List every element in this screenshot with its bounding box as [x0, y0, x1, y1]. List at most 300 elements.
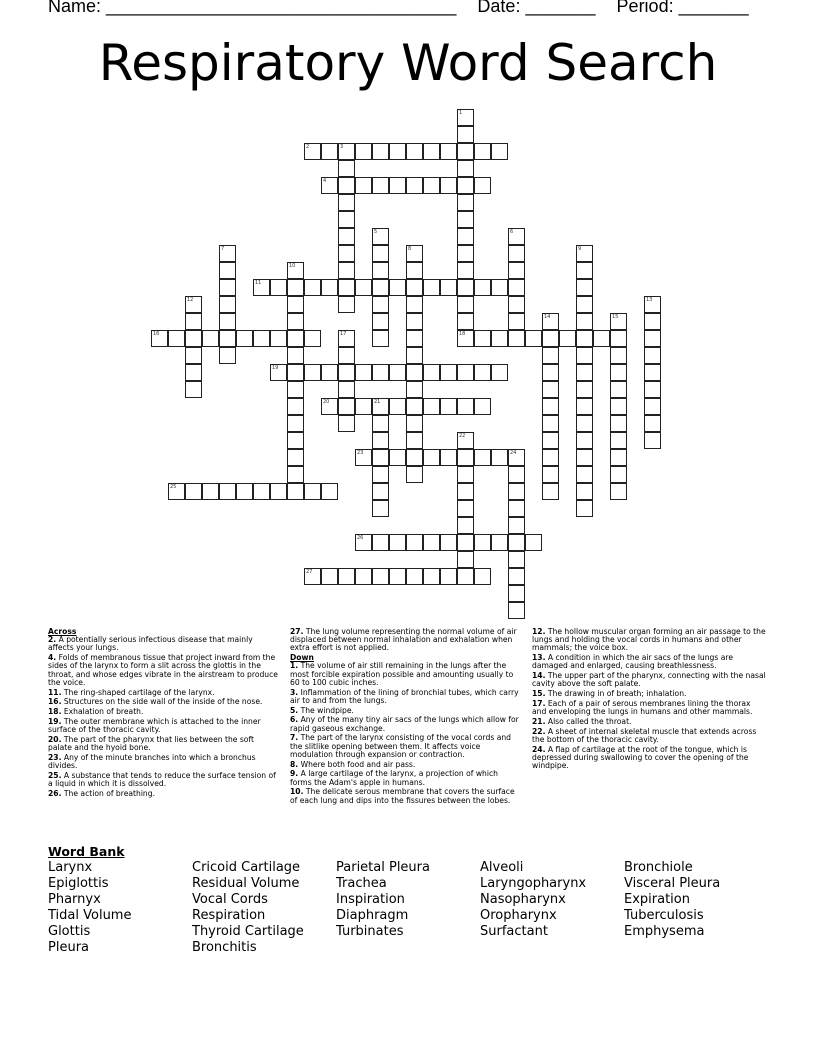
crossword-cell[interactable] — [389, 364, 406, 381]
clue-text: The ring-shaped cartilage of the larynx. — [63, 687, 215, 697]
crossword-cell[interactable] — [440, 449, 457, 466]
crossword-cell[interactable] — [423, 143, 440, 160]
crossword-cell[interactable] — [338, 347, 355, 364]
crossword-cell[interactable] — [389, 568, 406, 585]
crossword-cell[interactable] — [508, 262, 525, 279]
crossword-cell[interactable] — [372, 483, 389, 500]
crossword-cell[interactable] — [508, 279, 525, 296]
crossword-cell[interactable] — [287, 449, 304, 466]
crossword-cell[interactable] — [542, 432, 559, 449]
word-bank-item: Visceral Pleura — [624, 876, 721, 891]
crossword-cell[interactable] — [457, 313, 474, 330]
crossword-cell[interactable] — [457, 143, 474, 160]
crossword-cell[interactable] — [355, 177, 372, 194]
crossword-cell[interactable] — [355, 568, 372, 585]
crossword-cell[interactable] — [474, 143, 491, 160]
crossword-cell[interactable] — [406, 398, 423, 415]
crossword-cell[interactable] — [542, 347, 559, 364]
crossword-cell[interactable] — [576, 466, 593, 483]
crossword-cell[interactable] — [304, 143, 321, 160]
word-bank-item: Parietal Pleura — [336, 860, 430, 875]
clue-number: 26 — [357, 535, 364, 541]
crossword-cell[interactable] — [338, 143, 355, 160]
crossword-cell[interactable] — [610, 432, 627, 449]
crossword-cell[interactable] — [168, 330, 185, 347]
crossword-cell[interactable] — [474, 398, 491, 415]
crossword-cell[interactable] — [389, 177, 406, 194]
crossword-cell[interactable] — [372, 177, 389, 194]
crossword-cell[interactable] — [423, 534, 440, 551]
crossword-cell[interactable] — [457, 466, 474, 483]
crossword-cell[interactable] — [406, 449, 423, 466]
crossword-cell[interactable] — [542, 330, 559, 347]
crossword-cell[interactable] — [576, 279, 593, 296]
crossword-cell[interactable] — [406, 313, 423, 330]
crossword-cell[interactable] — [508, 466, 525, 483]
crossword-cell[interactable] — [287, 262, 304, 279]
crossword-cell[interactable] — [168, 483, 185, 500]
crossword-cell[interactable] — [508, 602, 525, 619]
crossword-cell[interactable] — [610, 483, 627, 500]
crossword-cell[interactable] — [219, 245, 236, 262]
crossword-cell[interactable] — [644, 347, 661, 364]
clue-number-label: 23. — [48, 753, 62, 762]
crossword-cell[interactable] — [270, 279, 287, 296]
crossword-cell[interactable] — [457, 279, 474, 296]
crossword-cell[interactable] — [491, 279, 508, 296]
crossword-cell[interactable] — [542, 449, 559, 466]
crossword-cell[interactable] — [474, 279, 491, 296]
crossword-cell[interactable] — [321, 279, 338, 296]
crossword-cell[interactable] — [610, 381, 627, 398]
crossword-cell[interactable] — [508, 245, 525, 262]
crossword-cell[interactable] — [457, 228, 474, 245]
crossword-cell[interactable] — [338, 279, 355, 296]
crossword-cell[interactable] — [576, 262, 593, 279]
crossword-cell[interactable] — [219, 330, 236, 347]
crossword-cell[interactable] — [304, 364, 321, 381]
clue-number-label: 15. — [532, 689, 546, 699]
crossword-cell[interactable] — [508, 585, 525, 602]
crossword-cell[interactable] — [423, 568, 440, 585]
crossword-cell[interactable] — [542, 398, 559, 415]
crossword-cell[interactable] — [491, 534, 508, 551]
clue-item — [48, 708, 278, 716]
crossword-cell[interactable] — [423, 449, 440, 466]
crossword-cell[interactable] — [185, 381, 202, 398]
crossword-cell[interactable] — [202, 330, 219, 347]
crossword-cell[interactable] — [185, 296, 202, 313]
crossword-cell[interactable] — [474, 449, 491, 466]
clue-number-label: 4. — [48, 653, 57, 663]
crossword-cell[interactable] — [644, 432, 661, 449]
crossword-cell[interactable] — [406, 279, 423, 296]
crossword-cell[interactable] — [185, 483, 202, 500]
crossword-cell[interactable] — [321, 483, 338, 500]
crossword-cell[interactable] — [457, 330, 474, 347]
crossword-cell[interactable] — [542, 313, 559, 330]
crossword-cell[interactable] — [372, 330, 389, 347]
crossword-cell[interactable] — [576, 347, 593, 364]
crossword-cell[interactable] — [321, 568, 338, 585]
crossword-cell[interactable] — [406, 432, 423, 449]
crossword-cell[interactable] — [457, 160, 474, 177]
crossword-cell[interactable] — [338, 381, 355, 398]
crossword-cell[interactable] — [508, 517, 525, 534]
crossword-cell[interactable] — [287, 483, 304, 500]
clue-number: 27 — [306, 569, 313, 575]
crossword-cell[interactable] — [474, 177, 491, 194]
crossword-cell[interactable] — [474, 534, 491, 551]
clue-number: 16 — [153, 331, 160, 337]
crossword-cell[interactable] — [525, 330, 542, 347]
crossword-cell[interactable] — [185, 313, 202, 330]
crossword-cell[interactable] — [457, 398, 474, 415]
crossword-cell[interactable] — [457, 483, 474, 500]
crossword-cell[interactable] — [457, 109, 474, 126]
crossword-cell[interactable] — [576, 398, 593, 415]
crossword-cell[interactable] — [372, 364, 389, 381]
crossword-cell[interactable] — [287, 313, 304, 330]
crossword-cell[interactable] — [491, 449, 508, 466]
period-field[interactable]: Period: _______ — [616, 0, 749, 16]
crossword-cell[interactable] — [287, 415, 304, 432]
crossword-cell[interactable] — [287, 347, 304, 364]
clue-number: 22 — [459, 433, 466, 439]
crossword-cell[interactable] — [474, 330, 491, 347]
crossword-cell[interactable] — [338, 568, 355, 585]
clue-item — [532, 654, 766, 670]
crossword-cell[interactable] — [338, 245, 355, 262]
crossword-cell[interactable] — [576, 415, 593, 432]
crossword-cell[interactable] — [389, 534, 406, 551]
crossword-cell[interactable] — [372, 279, 389, 296]
crossword-cell[interactable] — [219, 313, 236, 330]
crossword-cell[interactable] — [593, 330, 610, 347]
clue-text: Where both food and air pass. — [300, 759, 416, 769]
crossword-cell[interactable] — [185, 330, 202, 347]
crossword-cell[interactable] — [253, 330, 270, 347]
crossword-cell[interactable] — [457, 177, 474, 194]
clue-text: The drawing in of breath; inhalation. — [547, 689, 687, 699]
crossword-cell[interactable] — [338, 262, 355, 279]
crossword-cell[interactable] — [440, 364, 457, 381]
crossword-cell[interactable] — [304, 568, 321, 585]
clue-item — [48, 698, 278, 706]
crossword-cell[interactable] — [185, 347, 202, 364]
crossword-cell[interactable] — [457, 534, 474, 551]
clue-text: The upper part of the pharynx, connecting with the nasal cavity above the soft palate. — [532, 671, 766, 689]
crossword-cell[interactable] — [491, 364, 508, 381]
crossword-cell[interactable] — [270, 364, 287, 381]
clue-text: A potentially serious infectious disease that mainly affects your lungs. — [48, 635, 253, 653]
crossword-cell[interactable] — [287, 432, 304, 449]
crossword-cell[interactable] — [372, 262, 389, 279]
crossword-cell[interactable] — [287, 466, 304, 483]
word-bank-item: Pharnyx — [48, 892, 101, 907]
crossword-cell[interactable] — [610, 347, 627, 364]
clue-number: 10 — [289, 263, 296, 269]
crossword-cell[interactable] — [389, 143, 406, 160]
crossword-cell[interactable] — [406, 296, 423, 313]
crossword-cell[interactable] — [219, 296, 236, 313]
crossword-cell[interactable] — [508, 449, 525, 466]
crossword-cell[interactable] — [338, 160, 355, 177]
crossword-cell[interactable] — [474, 364, 491, 381]
clue-text: The part of the larynx consisting of the vocal cords and the slitlike opening between them. It affects voice modulation through expansion or contraction. — [290, 733, 512, 759]
clue-number: 11 — [255, 280, 262, 286]
crossword-cell[interactable] — [321, 143, 338, 160]
crossword-cell[interactable] — [576, 500, 593, 517]
crossword-cell[interactable] — [338, 296, 355, 313]
crossword-cell[interactable] — [457, 245, 474, 262]
crossword-cell[interactable] — [338, 364, 355, 381]
name-field[interactable]: Name: ___________________________________ — [48, 0, 457, 16]
crossword-cell[interactable] — [355, 143, 372, 160]
clue-number-label: 10. — [290, 787, 304, 797]
crossword-cell[interactable] — [219, 262, 236, 279]
clue-text: The volume of air still remaining in the lungs after the most forcible expiration possible and amounting usually to 60 to 100 cubic inches. — [290, 661, 514, 687]
clue-number-label: 25. — [48, 771, 62, 780]
crossword-cell[interactable] — [491, 143, 508, 160]
crossword-cell[interactable] — [287, 364, 304, 381]
crossword-cell[interactable] — [457, 296, 474, 313]
crossword-cell[interactable] — [610, 466, 627, 483]
crossword-cell[interactable] — [559, 330, 576, 347]
crossword-cell[interactable] — [508, 551, 525, 568]
clue-number: 12 — [187, 297, 194, 303]
crossword-cell[interactable] — [406, 177, 423, 194]
crossword-cell[interactable] — [270, 330, 287, 347]
crossword-cell[interactable] — [372, 245, 389, 262]
crossword-cell[interactable] — [576, 313, 593, 330]
crossword-cell[interactable] — [440, 279, 457, 296]
crossword-cell[interactable] — [542, 415, 559, 432]
crossword-cell[interactable] — [372, 398, 389, 415]
crossword-cell[interactable] — [644, 381, 661, 398]
crossword-cell[interactable] — [151, 330, 168, 347]
crossword-cell[interactable] — [457, 211, 474, 228]
crossword-cell[interactable] — [338, 398, 355, 415]
clue-item — [290, 662, 522, 687]
crossword-cell[interactable] — [542, 364, 559, 381]
crossword-cell[interactable] — [389, 398, 406, 415]
crossword-cell[interactable] — [406, 245, 423, 262]
crossword-cell[interactable] — [338, 415, 355, 432]
crossword-cell[interactable] — [219, 347, 236, 364]
crossword-cell[interactable] — [372, 449, 389, 466]
word-bank-item: Turbinates — [336, 924, 404, 939]
crossword-cell[interactable] — [338, 211, 355, 228]
clue-number: 25 — [170, 484, 177, 490]
clue-item — [48, 718, 278, 734]
clue-text: Also called the throat. — [547, 717, 632, 726]
clue-number: 3 — [340, 144, 344, 150]
crossword-cell[interactable] — [457, 194, 474, 211]
crossword-cell[interactable] — [304, 483, 321, 500]
clue-text: The outer membrane which is attached to the inner surface of the thoracic cavity. — [48, 717, 261, 735]
crossword-cell[interactable] — [457, 432, 474, 449]
crossword-cell[interactable] — [219, 279, 236, 296]
crossword-cell[interactable] — [406, 347, 423, 364]
across-heading: Across — [48, 627, 77, 636]
clue-item — [48, 790, 278, 798]
crossword-cell[interactable] — [355, 279, 372, 296]
crossword-cell[interactable] — [457, 500, 474, 517]
crossword-cell[interactable] — [253, 279, 270, 296]
crossword-cell[interactable] — [576, 483, 593, 500]
crossword-cell[interactable] — [304, 330, 321, 347]
crossword-cell[interactable] — [372, 415, 389, 432]
crossword-cell[interactable] — [423, 398, 440, 415]
clue-number: 8 — [408, 246, 412, 252]
crossword-cell[interactable] — [508, 313, 525, 330]
crossword-cell[interactable] — [185, 364, 202, 381]
crossword-cell[interactable] — [321, 398, 338, 415]
crossword-cell[interactable] — [576, 364, 593, 381]
crossword-cell[interactable] — [576, 296, 593, 313]
crossword-cell[interactable] — [321, 177, 338, 194]
crossword-cell[interactable] — [406, 381, 423, 398]
crossword-cell[interactable] — [440, 534, 457, 551]
crossword-cell[interactable] — [508, 330, 525, 347]
crossword-cell[interactable] — [219, 483, 236, 500]
crossword-cell[interactable] — [321, 364, 338, 381]
crossword-cell[interactable] — [253, 483, 270, 500]
crossword-cell[interactable] — [236, 483, 253, 500]
clue-text: A large cartilage of the larynx, a projection of which forms the Adam's apple in humans. — [290, 769, 498, 787]
crossword-cell[interactable] — [474, 568, 491, 585]
crossword-cell[interactable] — [372, 228, 389, 245]
crossword-cell[interactable] — [389, 279, 406, 296]
crossword-cell[interactable] — [457, 126, 474, 143]
crossword-cell[interactable] — [202, 483, 219, 500]
date-field[interactable]: Date: _______ — [477, 0, 596, 16]
crossword-cell[interactable] — [338, 194, 355, 211]
clue-number-label: 16. — [48, 697, 62, 707]
crossword-cell[interactable] — [355, 364, 372, 381]
clue-number-label: 19. — [48, 717, 62, 726]
crossword-cell[interactable] — [542, 483, 559, 500]
crossword-cell[interactable] — [406, 415, 423, 432]
crossword-cell[interactable] — [610, 364, 627, 381]
crossword-cell[interactable] — [542, 381, 559, 398]
crossword-cell[interactable] — [287, 279, 304, 296]
crossword-cell[interactable] — [406, 143, 423, 160]
crossword-cell[interactable] — [372, 500, 389, 517]
crossword-cell[interactable] — [372, 313, 389, 330]
crossword-cell[interactable] — [576, 432, 593, 449]
clues-column-1 — [48, 628, 278, 800]
crossword-cell[interactable] — [610, 313, 627, 330]
crossword-cell[interactable] — [372, 568, 389, 585]
crossword-cell[interactable] — [372, 143, 389, 160]
crossword-cell[interactable] — [576, 245, 593, 262]
crossword-cell[interactable] — [338, 177, 355, 194]
crossword-cell[interactable] — [236, 330, 253, 347]
crossword-cell[interactable] — [542, 466, 559, 483]
crossword-cell[interactable] — [644, 415, 661, 432]
crossword-cell[interactable] — [457, 364, 474, 381]
crossword-cell[interactable] — [508, 568, 525, 585]
crossword-cell[interactable] — [287, 330, 304, 347]
crossword-cell[interactable] — [372, 296, 389, 313]
crossword-cell[interactable] — [287, 296, 304, 313]
clue-item — [290, 734, 522, 759]
crossword-cell[interactable] — [406, 262, 423, 279]
crossword-cell[interactable] — [644, 296, 661, 313]
crossword-cell[interactable] — [576, 330, 593, 347]
crossword-cell[interactable] — [406, 466, 423, 483]
crossword-cell[interactable] — [576, 449, 593, 466]
clue-number: 1 — [459, 110, 463, 116]
clue-item — [532, 672, 766, 688]
crossword-cell[interactable] — [457, 551, 474, 568]
crossword-cell[interactable] — [610, 398, 627, 415]
crossword-cell[interactable] — [355, 534, 372, 551]
crossword-cell[interactable] — [508, 500, 525, 517]
crossword-cell[interactable] — [423, 279, 440, 296]
crossword-cell[interactable] — [287, 398, 304, 415]
crossword-cell[interactable] — [406, 534, 423, 551]
crossword-cell[interactable] — [610, 330, 627, 347]
crossword-cell[interactable] — [440, 568, 457, 585]
crossword-cell[interactable] — [355, 398, 372, 415]
crossword-cell[interactable] — [491, 330, 508, 347]
crossword-cell[interactable] — [287, 381, 304, 398]
clue-number: 19 — [272, 365, 279, 371]
crossword-cell[interactable] — [644, 330, 661, 347]
crossword-cell[interactable] — [372, 534, 389, 551]
crossword-cell[interactable] — [423, 177, 440, 194]
crossword-cell[interactable] — [644, 398, 661, 415]
crossword-cell[interactable] — [355, 449, 372, 466]
crossword-cell[interactable] — [372, 466, 389, 483]
crossword-cell[interactable] — [389, 449, 406, 466]
crossword-cell[interactable] — [457, 262, 474, 279]
crossword-cell[interactable] — [457, 568, 474, 585]
crossword-cell[interactable] — [338, 330, 355, 347]
crossword-cell[interactable] — [508, 534, 525, 551]
crossword-cell[interactable] — [406, 330, 423, 347]
crossword-cell[interactable] — [508, 228, 525, 245]
crossword-cell[interactable] — [457, 449, 474, 466]
crossword-cell[interactable] — [406, 568, 423, 585]
crossword-cell[interactable] — [576, 381, 593, 398]
crossword-cell[interactable] — [270, 483, 287, 500]
crossword-cell[interactable] — [610, 415, 627, 432]
crossword-cell[interactable] — [610, 449, 627, 466]
crossword-cell[interactable] — [406, 364, 423, 381]
clue-text: A substance that tends to reduce the surface tension of a liquid in which it is dissolved. — [48, 771, 276, 789]
crossword-cell[interactable] — [440, 177, 457, 194]
crossword-cell[interactable] — [440, 143, 457, 160]
crossword-cell[interactable] — [644, 364, 661, 381]
crossword-cell[interactable] — [338, 228, 355, 245]
crossword-cell[interactable] — [508, 296, 525, 313]
crossword-cell[interactable] — [440, 398, 457, 415]
word-bank-item: Bronchitis — [192, 940, 257, 955]
crossword-cell[interactable] — [644, 313, 661, 330]
crossword-cell[interactable] — [525, 534, 542, 551]
clue-number: 6 — [510, 229, 514, 235]
crossword-cell[interactable] — [304, 279, 321, 296]
crossword-cell[interactable] — [508, 483, 525, 500]
crossword-cell[interactable] — [457, 517, 474, 534]
crossword-cell[interactable] — [423, 364, 440, 381]
crossword-cell[interactable] — [372, 432, 389, 449]
clue-text: Folds of membranous tissue that project inward from the sides of the larynx to form a slit across the glottis in the throat, and whose edges vibrate in the airstream to produce the voice. — [48, 653, 278, 687]
